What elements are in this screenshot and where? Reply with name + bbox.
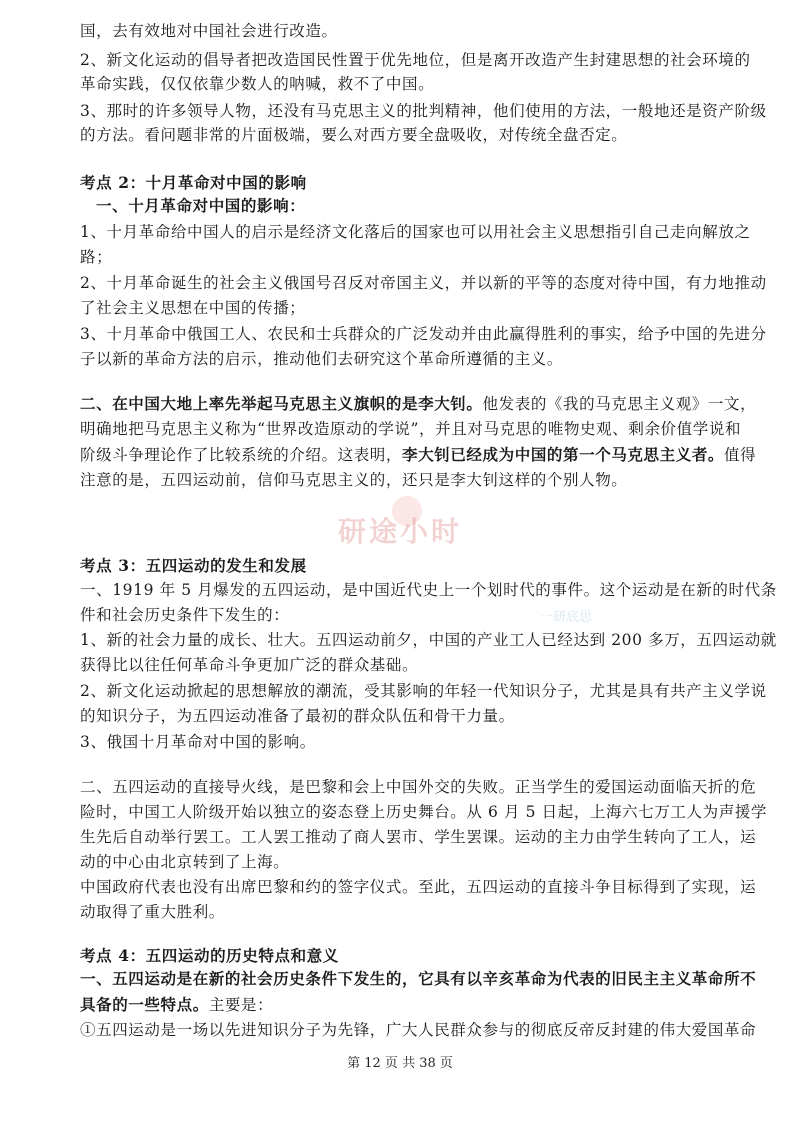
text-line (80, 444, 760, 466)
text-line: 注意的是，五四运动前，信仰马克思主义的，还只是李大钊这样的个别人物。 (80, 471, 628, 489)
text-line: 一、1919 年 5 月爆发的五四运动，是中国近代史上一个划时代的事件。这个运动是在新的时代条 (80, 581, 777, 599)
section-heading-2: 考点 2：十月革命对中国的影响 (80, 173, 307, 192)
text-line: 国，去有效地对中国社会进行改造。 (80, 22, 338, 40)
text-line: 险时，中国工人阶级开始以独立的姿态登上历史舞台。从 6 月 5 日起，上海六七万工人为声援学 (80, 803, 768, 821)
bold-text: 具备的一些特点。 (80, 995, 209, 1014)
text-line: 2、新文化运动掀起的思想解放的潮流，受其影响的年轻一代知识分子，尤其是具有共产主义学说 (80, 682, 767, 700)
text-line: 3、那时的许多领导人物，还没有马克思主义的批判精神，他们使用的方法，一般地还是资产阶级 (80, 102, 767, 120)
section-heading-4: 考点 4：五四运动的历史特点和意义 (80, 946, 339, 965)
text-line (80, 994, 760, 1016)
watermark-secondary: 一研底思 (540, 610, 593, 625)
text-line: 革命实践，仅仅依靠少数人的呐喊，救不了中国。 (80, 75, 435, 93)
text-line: 子以新的革命方法的启示，推动他们去研究这个革命所遵循的主义。 (80, 350, 564, 368)
bold-text: 二、在中国大地上率先举起马克思主义旗帜的是李大钊。 (80, 394, 483, 413)
text-span: 主要是： (208, 996, 274, 1014)
page-footer: 第 12 页 共 38 页 (347, 1056, 453, 1071)
text-line: ①五四运动是一场以先进知识分子为先锋，广大人民群众参与的彻底反帝反封建的伟大爱国革命 (80, 1021, 757, 1039)
bold-text: 一、五四运动是在新的社会历史条件下发生的，它具有以辛亥革命为代表的旧民主主义革命所不 (80, 969, 757, 988)
text-line: 1、新的社会力量的成长、壮大。五四运动前夕，中国的产业工人已经达到 200 多万，五四运动就 (80, 631, 777, 649)
text-line: 获得比以往任何革命斗争更加广泛的群众基础。 (80, 656, 419, 674)
text-line: 动取得了重大胜利。 (80, 903, 225, 921)
text-line: 2、新文化运动的倡导者把改造国民性置于优先地位，但是离开改造产生封建思想的社会环境的 (80, 51, 751, 69)
text-line: 中国政府代表也没有出席巴黎和约的签字仪式。至此，五四运动的直接斗争目标得到了实现，运 (80, 878, 757, 896)
text-span: 他发表的《我的马克思主义观》一文， (482, 395, 757, 413)
text-line: 动的中心由北京转到了上海。 (80, 853, 290, 871)
watermark: 研途小时 (338, 515, 463, 548)
text-line: 路； (80, 248, 113, 266)
text-line: 3、十月革命中俄国工人、农民和士兵群众的广泛发动并由此赢得胜利的事实，给予中国的先进分 (80, 325, 767, 343)
text-line: 件和社会历史条件下发生的： (80, 606, 290, 624)
text-span: 阶级斗争理论作了比较系统的介绍。这表明， (80, 446, 403, 464)
text-line: 明确地把马克思主义称为“世界改造原动的学说”，并且对马克思的唯物史观、剩余价值学说和 (80, 420, 742, 438)
text-line: 的方法。看问题非常的片面极端，要么对西方要全盘吸收，对传统全盘否定。 (80, 126, 628, 144)
text-line: 生先后自动举行罢工。工人罢工推动了商人罢市、学生罢课。运动的主力由学生转向了工人，运 (80, 828, 757, 846)
text-line: 了社会主义思想在中国的传播； (80, 299, 306, 317)
text-span: 值得 (724, 446, 757, 464)
subheading: 一、十月革命对中国的影响： (96, 196, 306, 215)
bold-text: 李大钊已经成为中国的第一个马克思主义者。 (402, 445, 725, 464)
text-line (80, 393, 760, 415)
text-line: 2、十月革命诞生的社会主义俄国号召反对帝国主义，并以新的平等的态度对待中国，有力地推动 (80, 274, 767, 292)
text-line: 的知识分子，为五四运动准备了最初的群众队伍和骨干力量。 (80, 707, 515, 725)
text-line: 3、俄国十月革命对中国的影响。 (80, 733, 316, 751)
section-heading-3: 考点 3：五四运动的发生和发展 (80, 556, 307, 575)
text-line: 1、十月革命给中国人的启示是经济文化落后的国家也可以用社会主义思想指引自己走向解放之 (80, 223, 751, 241)
text-line: 二、五四运动的直接导火线，是巴黎和会上中国外交的失败。正当学生的爱国运动面临天折的危 (80, 778, 757, 796)
